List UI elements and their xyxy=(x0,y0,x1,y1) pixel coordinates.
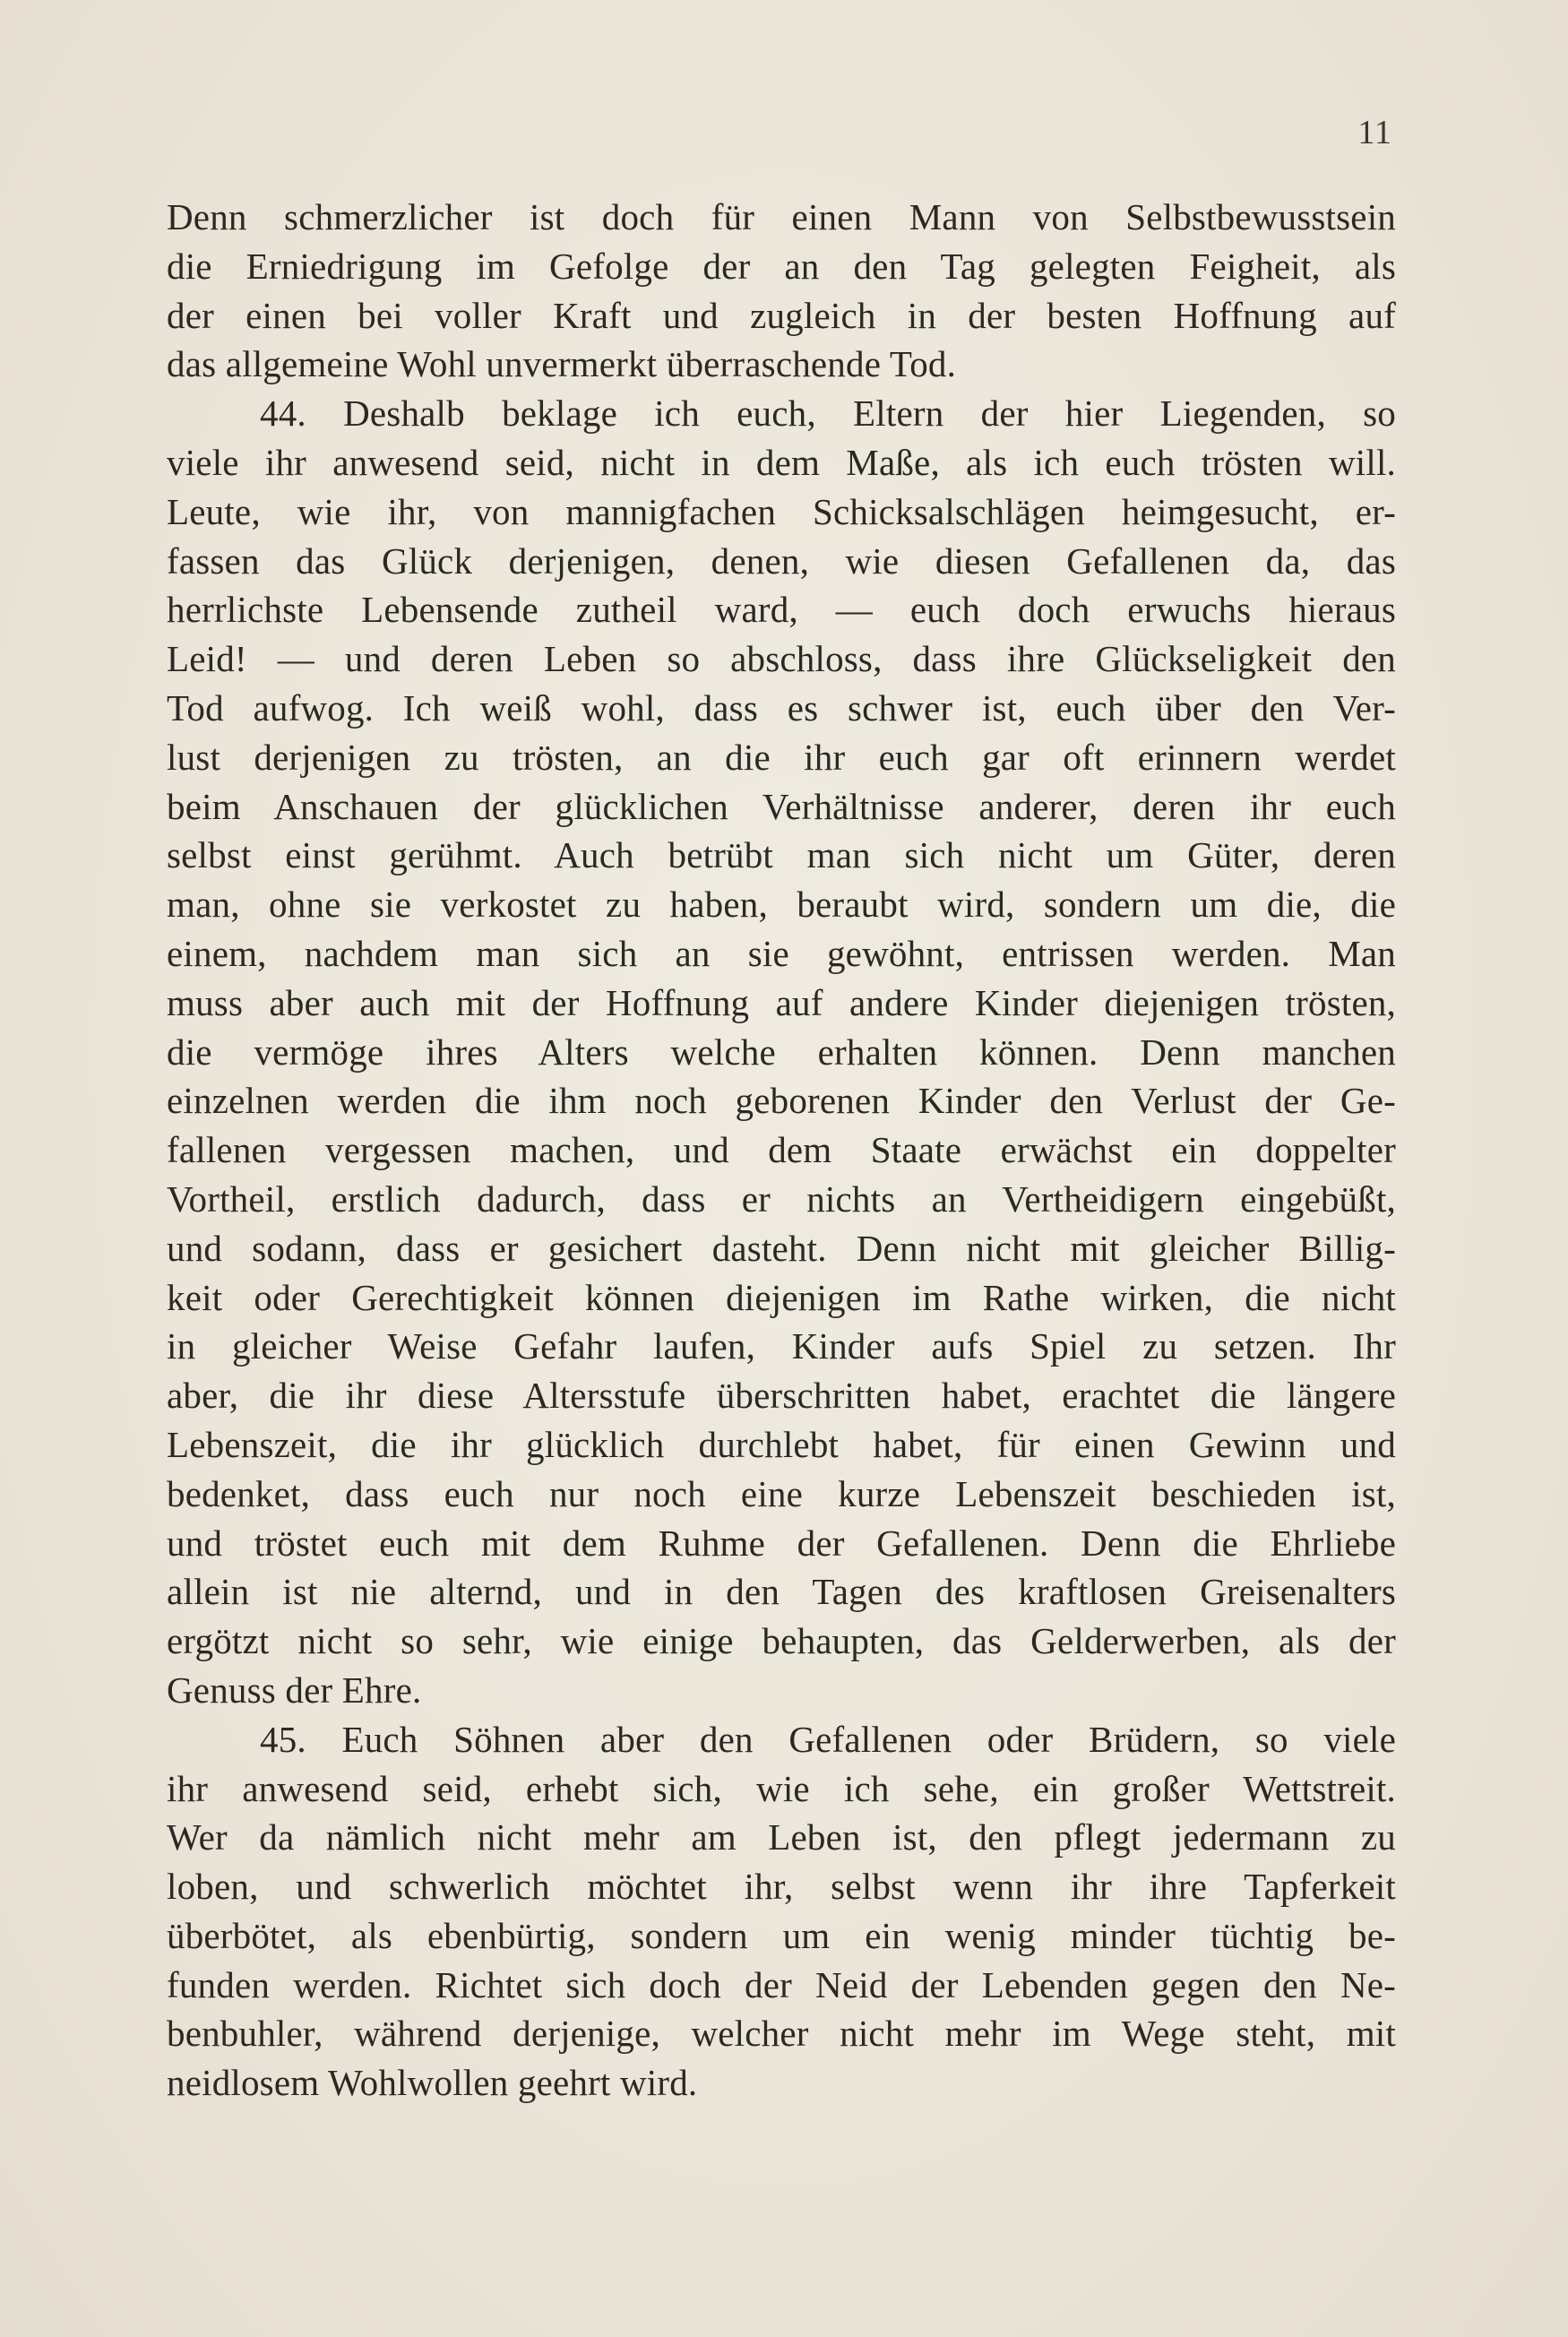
text-line: 44. Deshalb beklage ich euch, Eltern der hier Liegenden, so xyxy=(260,392,1396,435)
text-line: ergötzt nicht so sehr, wie einige behaupten, das Gelderwerben, als der xyxy=(167,1620,1396,1662)
text-line: benbuhler, während derjenige, welcher nicht mehr im Wege steht, mit xyxy=(167,2013,1396,2055)
text-line: bedenket, dass euch nur noch eine kurze Lebenszeit beschieden ist, xyxy=(167,1472,1396,1514)
text-line: funden werden. Richtet sich doch der Neid der Lebenden gegen den Ne- xyxy=(167,1963,1396,2005)
text-line: loben, und schwerlich möchtet ihr, selbst wenn ihr ihre Tapferkeit xyxy=(167,1866,1396,1908)
text-line: Lebenszeit, die ihr glücklich durchlebt habet, für einen Gewinn und xyxy=(167,1423,1396,1465)
text-line: muss aber auch mit der Hoffnung auf andere Kinder diejenigen trösten, xyxy=(167,981,1396,1023)
text-line: in gleicher Weise Gefahr laufen, Kinder aufs Spiel zu setzen. Ihr xyxy=(167,1325,1396,1367)
text-line: der einen bei voller Kraft und zugleich in der besten Hoffnung auf xyxy=(167,294,1396,336)
text-line: Denn schmerzlicher ist doch für einen Mann von Selbstbewusstsein xyxy=(167,196,1396,237)
text-line: die Erniedrigung im Gefolge der an den Tag gelegten Feigheit, als xyxy=(167,245,1396,287)
text-line: man, ohne sie verkostet zu haben, beraubt wird, sondern um die, die xyxy=(167,884,1396,926)
text-line: herrlichste Lebensende zutheil ward, — euch doch erwuchs hieraus xyxy=(167,589,1396,631)
page-number: 11 xyxy=(1357,114,1392,151)
text-line: Leid! — und deren Leben so abschloss, dass ihre Glückseligkeit den xyxy=(167,638,1396,680)
text-line: allein ist nie alternd, und in den Tagen des kraftlosen Greisenalters xyxy=(167,1571,1396,1613)
text-line: ihr anwesend seid, erhebt sich, wie ich sehe, ein großer Wettstreit. xyxy=(167,1767,1396,1809)
text-line: lust derjenigen zu trösten, an die ihr euch gar oft erinnern werdet xyxy=(167,736,1396,778)
text-line: viele ihr anwesend seid, nicht in dem Maße, als ich euch trösten will. xyxy=(167,441,1396,483)
text-line: neidlosem Wohlwollen geehrt wird. xyxy=(167,2062,698,2104)
text-line: Genuss der Ehre. xyxy=(167,1669,422,1711)
text-line: fallenen vergessen machen, und dem Staate erwächst ein doppelter xyxy=(167,1129,1396,1171)
text-line: Wer da nämlich nicht mehr am Leben ist, den pflegt jedermann zu xyxy=(167,1816,1396,1858)
text-line: Leute, wie ihr, von mannigfachen Schicksalschlägen heimgesucht, er- xyxy=(167,490,1396,532)
text-line: 45. Euch Söhnen aber den Gefallenen oder Brüdern, so viele xyxy=(260,1718,1396,1760)
text-line: Tod aufwog. Ich weiß wohl, dass es schwer ist, euch über den Ver- xyxy=(167,686,1396,729)
body-text xyxy=(167,193,1396,2108)
text-line: Vortheil, erstlich dadurch, dass er nichts an Vertheidigern eingebüßt, xyxy=(167,1177,1396,1220)
text-line: die vermöge ihres Alters welche erhalten können. Denn manchen xyxy=(167,1031,1396,1073)
text-line: beim Anschauen der glücklichen Verhältnisse anderer, deren ihr euch xyxy=(167,785,1396,827)
text-line: aber, die ihr diese Altersstufe überschritten habet, erachtet die längere xyxy=(167,1375,1396,1417)
text-line: und tröstet euch mit dem Ruhme der Gefallenen. Denn die Ehrliebe xyxy=(167,1522,1396,1564)
text-line: das allgemeine Wohl unvermerkt überraschende Tod. xyxy=(167,343,957,385)
text-line: keit oder Gerechtigkeit können diejenigen im Rathe wirken, die nicht xyxy=(167,1276,1396,1318)
text-line: fassen das Glück derjenigen, denen, wie diesen Gefallenen da, das xyxy=(167,539,1396,582)
text-line: und sodann, dass er gesichert dasteht. Denn nicht mit gleicher Billig- xyxy=(167,1227,1396,1269)
text-line: selbst einst gerühmt. Auch betrübt man sich nicht um Güter, deren xyxy=(167,834,1396,876)
text-line: einzelnen werden die ihm noch geborenen Kinder den Verlust der Ge- xyxy=(167,1080,1396,1122)
text-line: einem, nachdem man sich an sie gewöhnt, entrissen werden. Man xyxy=(167,932,1396,974)
text-line: überbötet, als ebenbürtig, sondern um ein wenig minder tüchtig be- xyxy=(167,1914,1396,1956)
